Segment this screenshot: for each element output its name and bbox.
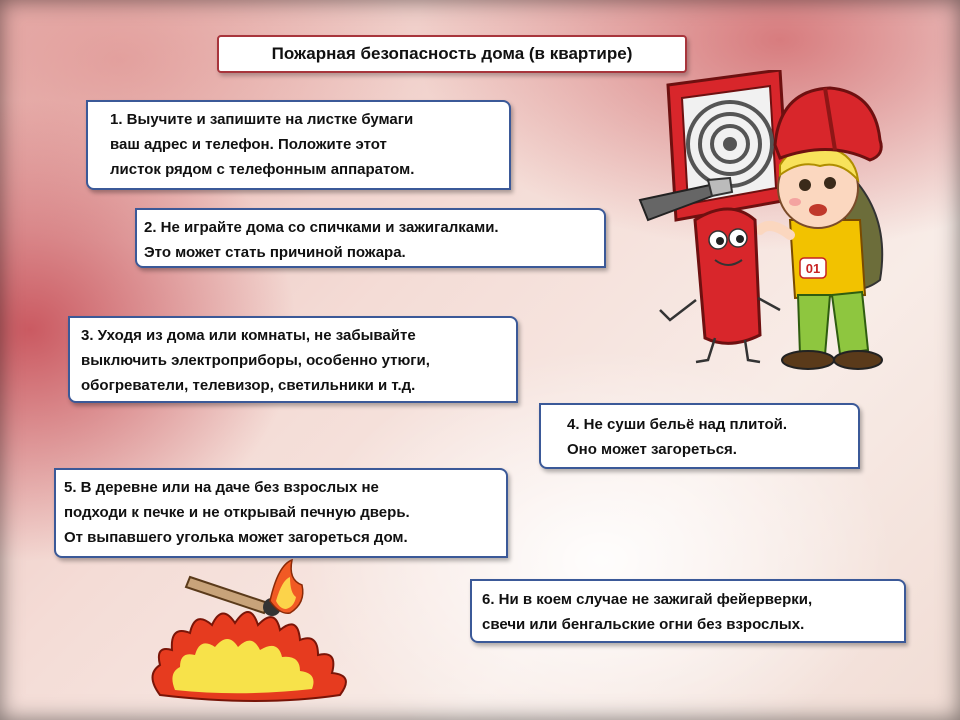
rule-line: 2. Не играйте дома со спичками и зажигалками. (144, 219, 499, 236)
page-title-text: Пожарная безопасность дома (в квартире) (271, 44, 633, 63)
rule-3 (68, 316, 518, 403)
rule-4 (539, 403, 860, 469)
rule-line: обогреватели, телевизор, светильники и т.д. (81, 377, 416, 394)
rule-line: Это может стать причиной пожара. (144, 244, 406, 261)
flame-icon (153, 612, 346, 701)
rule-line: От выпавшего уголька может загореться дом. (64, 529, 408, 546)
match-icon (186, 560, 303, 616)
rule-1 (86, 100, 511, 190)
rule-line: выключить электроприборы, особенно утюги, (81, 352, 430, 369)
rule-line: 5. В деревне или на даче без взрослых не (64, 479, 379, 496)
firefighter-badge: 01 (805, 261, 821, 276)
rule-line: ваш адрес и телефон. Положите этот (110, 136, 387, 153)
rule-6 (470, 579, 906, 643)
page-title (217, 35, 687, 73)
rule-line: свечи или бенгальские огни без взрослых. (482, 616, 805, 633)
rule-line: 1. Выучите и запишите на листке бумаги (110, 111, 414, 128)
rule-line: листок рядом с телефонным аппаратом. (110, 161, 415, 178)
match-fire-illustration (140, 555, 380, 710)
rule-2 (135, 208, 606, 268)
firefighter-illustration (630, 70, 900, 380)
rule-line: 6. Ни в коем случае не зажигай фейерверки, (482, 591, 813, 608)
rule-line: 3. Уходя из дома или комнаты, не забывайте (81, 327, 416, 344)
rule-5 (54, 468, 508, 558)
firefighter-icon (760, 88, 882, 369)
rule-line: подходи к печке и не открывай печную дверь. (64, 504, 410, 521)
rule-line: Оно может загореться. (567, 441, 737, 458)
rule-line: 4. Не суши бельё над плитой. (567, 416, 788, 433)
